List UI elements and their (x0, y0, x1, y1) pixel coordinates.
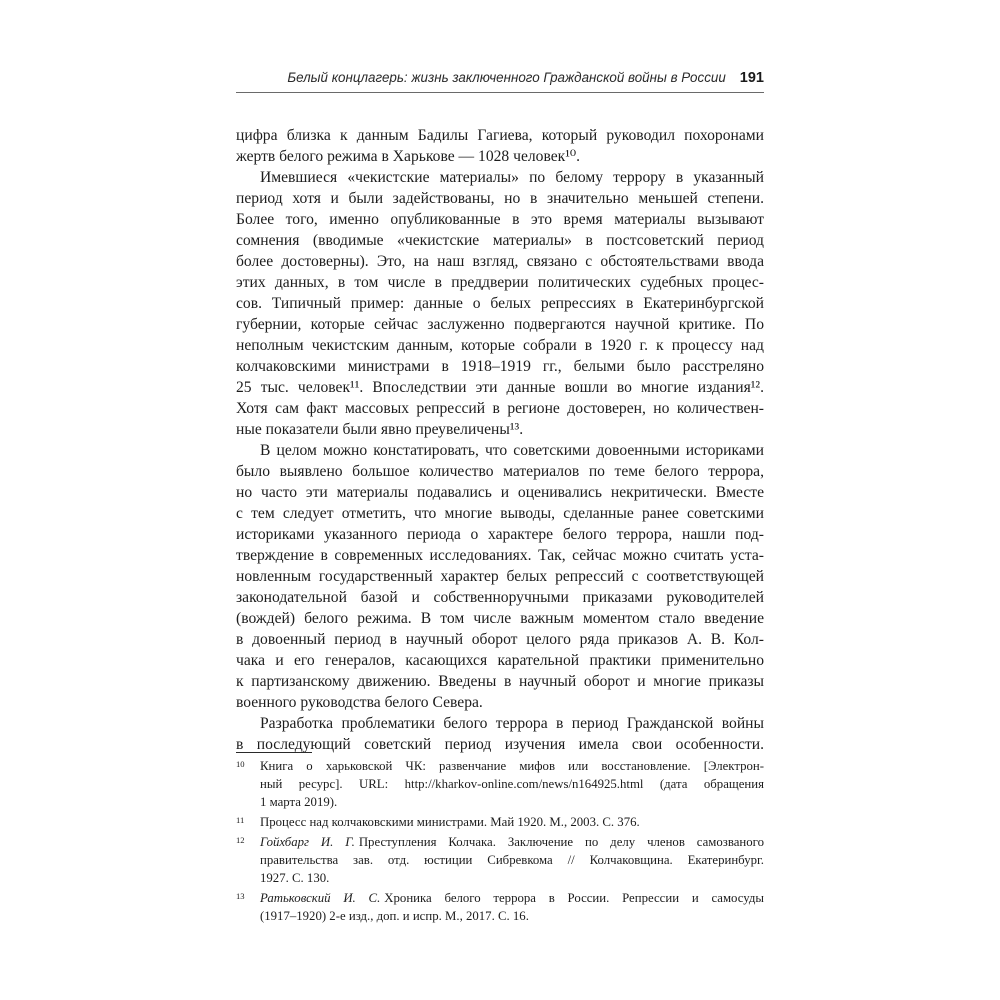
footnote-line (260, 834, 764, 851)
footnote-separator (236, 752, 312, 753)
body-line: Хотя сам факт массовых репрессий в регионе достоверен, но количествен- (236, 400, 764, 417)
body-line: более достоверны). Это, на наш взгляд, связано с обстоятельствами ввода (236, 253, 764, 270)
body-line: 25 тыс. человек¹¹. Впоследствии эти данные вошли во многие издания¹². (236, 379, 764, 396)
footnote-line: 1 марта 2019). (260, 795, 338, 809)
footnote-number: 13 (236, 891, 245, 901)
body-line: было выявлено большое количество материалов по теме белого террора, (236, 463, 764, 480)
footnote-line: 1927. С. 130. (260, 871, 330, 885)
body-line: в довоенный период в научный оборот целого ряда приказов А. В. Кол- (236, 631, 764, 648)
body-line: губернии, которые сейчас заслуженно подвергаются научной критике. По (236, 316, 764, 333)
body-line: Более того, именно опубликованные в это время материалы вызывают (236, 211, 764, 228)
body-line: тверждение в современных исследованиях. Так, сейчас можно считать уста- (236, 547, 764, 564)
body-line: но часто эти материалы подавались и оценивались некритически. Вместе (236, 484, 764, 501)
footnote-number: 12 (236, 835, 245, 845)
body-line: В целом можно констатировать, что советскими довоенными историками (260, 442, 764, 459)
body-line: сомнения (вводимые «чекистские материалы» в постсоветский период (236, 232, 764, 249)
body-line: в последующий советский период изучения имела свои особенности. (236, 736, 764, 753)
footnote-text: Преступления Колчака. Заключение по делу членов самозваного (358, 835, 764, 849)
body-line: законодательной базой и собственноручными приказами руководителей (236, 589, 764, 606)
footnote-number: 10 (236, 759, 245, 769)
body-line: этих данных, в том числе в преддверии политических судебных процес- (236, 274, 764, 291)
body-line: новленным государственный характер белых репрессий с соответствующей (236, 568, 764, 585)
footnote-line: правительства зав. отд. юстиции Сибревкома // Колчаковщина. Екатеринбург. (260, 853, 764, 867)
running-head (236, 70, 764, 93)
footnote-line: Книга о харьковской ЧК: развенчание мифов или восстановление. [Электрон- (260, 759, 764, 773)
body-line: чака и его генералов, касающихся карательной практики применительно (236, 652, 764, 669)
body-line: цифра близка к данным Бадилы Гагиева, который руководил похоронами (236, 127, 764, 144)
body-line: историками указанного периода о характере белого террора, нашли под- (236, 526, 764, 543)
body-line: колчаковскими министрами в 1918–1919 гг., белыми было расстреляно (236, 358, 764, 375)
footnote-line: ный ресурс]. URL: http://kharkov-online.com/news/n164925.html (дата обращения (260, 777, 764, 791)
body-line: (вождей) белого режима. В том числе важным моментом стало введение (236, 610, 764, 627)
running-title: Белый концлагерь: жизнь заключенного Гражданской войны в России (287, 70, 726, 85)
footnote-text: Хроника белого террора в России. Репрессии и самосуды (384, 891, 764, 905)
footnote-line: Процесс над колчаковскими министрами. Май 1920. М., 2003. С. 376. (260, 815, 640, 829)
page-number: 191 (739, 70, 764, 86)
footnote-line: (1917–1920) 2-е изд., доп. и испр. М., 2017. С. 16. (260, 909, 529, 923)
body-line: жертв белого режима в Харькове — 1028 человек¹⁰. (236, 148, 581, 165)
body-line: сов. Типичный пример: данные о белых репрессиях в Екатеринбургской (236, 295, 764, 312)
footnote-line (260, 890, 764, 907)
body-line: с тем следует отметить, что многие выводы, сделанные ранее советскими (236, 505, 764, 522)
body-line: период хотя и были задействованы, но в значительно меньшей степени. (236, 190, 764, 207)
footnote-author: Гойхбарг И. Г. (260, 835, 355, 849)
footnote-author: Ратьковский И. С. (260, 891, 381, 905)
body-line: к партизанскому движению. Введены в научный оборот и многие приказы (236, 673, 764, 690)
body-line: военного руководства белого Севера. (236, 694, 483, 711)
footnote-number: 11 (236, 815, 245, 825)
body-line: ные показатели были явно преувеличены¹³. (236, 421, 524, 438)
body-line: неполным чекистским данным, которые собрали в 1920 г. к процессу над (236, 337, 764, 354)
body-line: Разработка проблематики белого террора в период Гражданской войны (260, 715, 764, 732)
body-line: Имевшиеся «чекистские материалы» по белому террору в указанный (260, 169, 764, 186)
